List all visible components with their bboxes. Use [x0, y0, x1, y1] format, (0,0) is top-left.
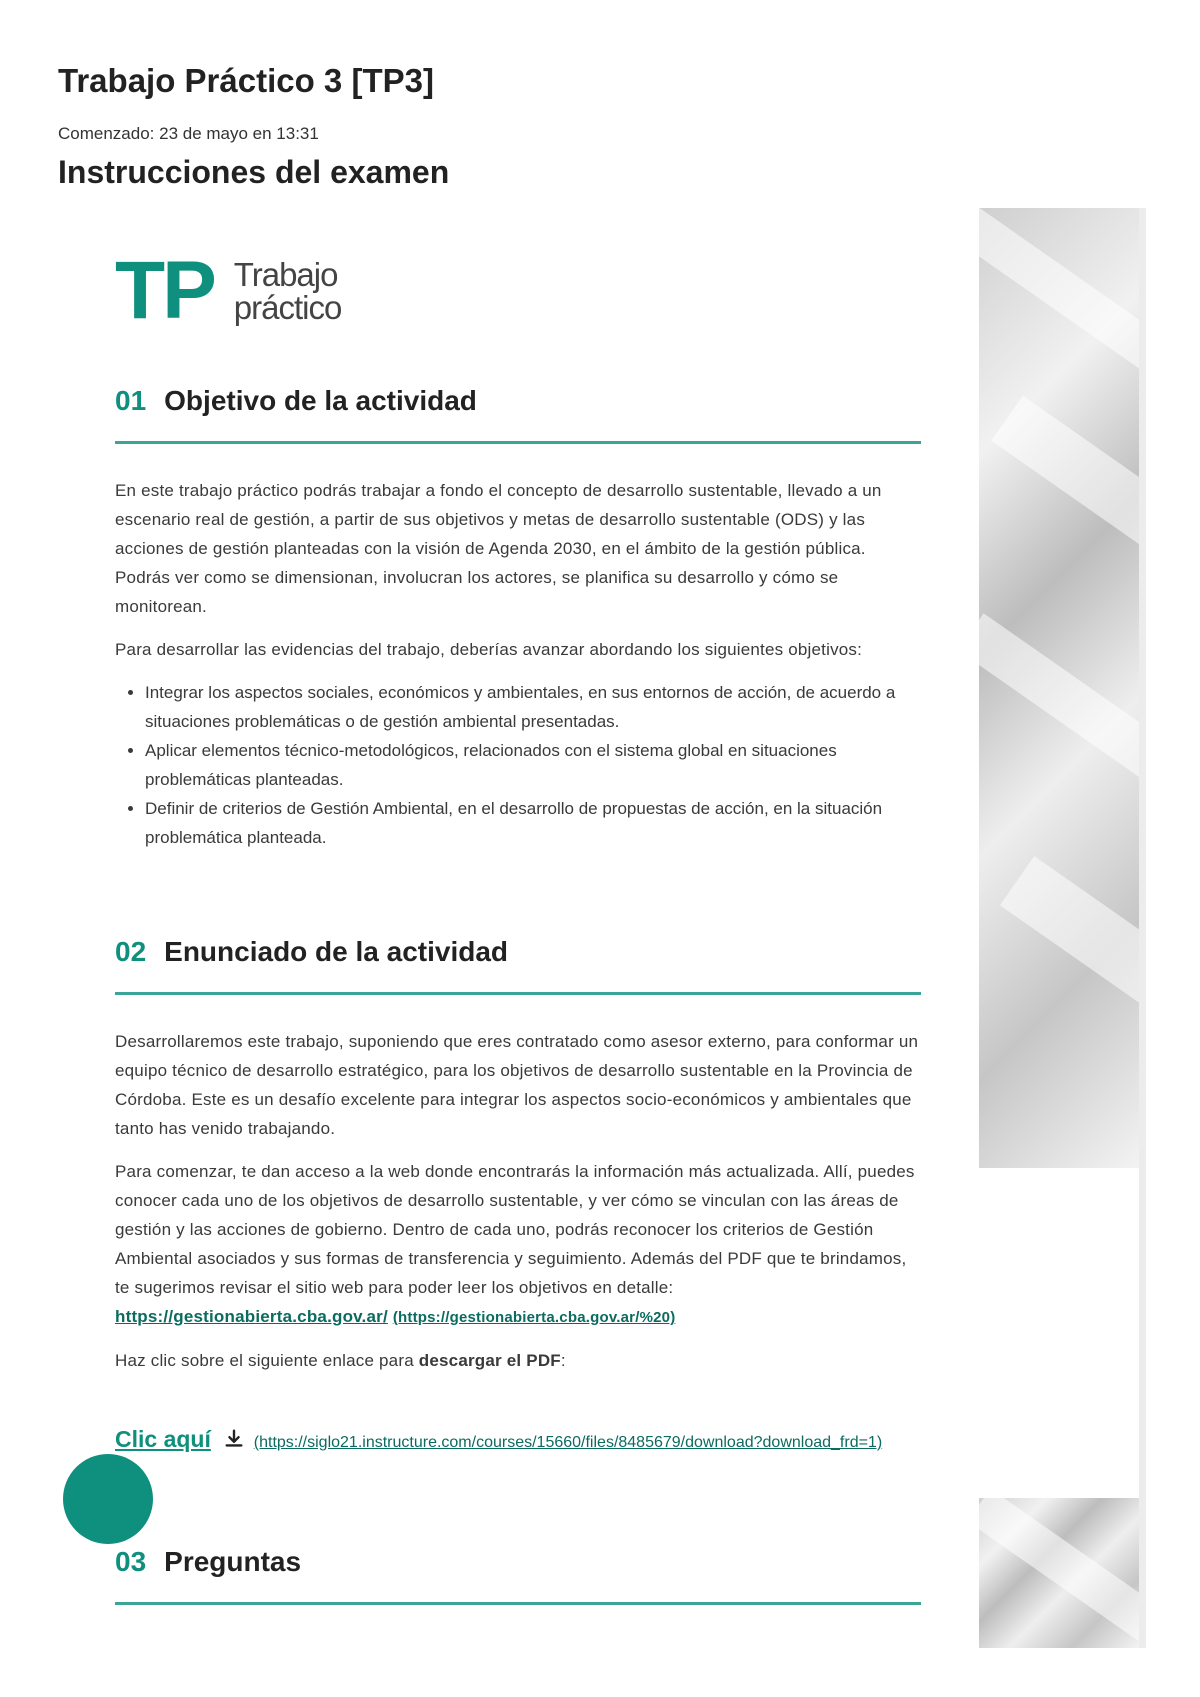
paragraph: En este trabajo práctico podrás trabajar a fondo el concepto de desarrollo sustentable, llevado a un escenario real de gestión, a partir de sus objetivos y metas de desarrollo sustentable (ODS) y las acciones de gestión planteadas con la visión de Agenda 2030, en el ámbito de la gestión pública. Podrás ver como se dimensionan, involucran los actores, se planifica su desarrollo y cómo se monitorean.: [115, 481, 882, 616]
side-image-top: [979, 208, 1139, 1168]
section-title: Enunciado de la actividad: [164, 936, 509, 967]
objectives-list: [115, 678, 921, 852]
section-number: 02: [115, 936, 147, 967]
section-heading: [115, 936, 921, 995]
download-instruction: [115, 1346, 921, 1375]
section-number: 01: [115, 385, 147, 416]
decorative-side-image: [979, 208, 1146, 1648]
download-row: [115, 1426, 921, 1459]
gestion-abierta-link[interactable]: https://gestionabierta.cba.gov.ar/: [115, 1307, 388, 1326]
gestion-abierta-link-url[interactable]: (https://gestionabierta.cba.gov.ar/%20): [392, 1309, 676, 1326]
section-heading: [115, 385, 921, 444]
section-title: Preguntas: [164, 1546, 302, 1577]
started-timestamp: Comenzado: 23 de mayo en 13:31: [58, 124, 319, 143]
logo-mark: TP: [115, 245, 214, 336]
logo-wordmark: [234, 258, 342, 324]
list-item: • Aplicar elementos técnico-metodológicos, relacionados con el sistema global en situaciones problemáticas planteadas.: [145, 736, 921, 794]
list-item: • Definir de criterios de Gestión Ambiental, en el desarrollo de propuestas de acción, en la situación problemática planteada.: [145, 794, 921, 852]
section-number: 03: [115, 1546, 147, 1577]
list-item: • Integrar los aspectos sociales, económicos y ambientales, en sus entornos de acción, de acuerdo a situaciones problemáticas o de gestión ambiental presentadas.: [145, 678, 921, 736]
instruction-bold: descargar el PDF: [418, 1351, 561, 1370]
download-url-link[interactable]: (https://siglo21.instructure.com/courses/15660/files/8485679/download?download_frd=1): [253, 1434, 883, 1451]
section-preguntas: [115, 1546, 921, 1605]
section-enunciado: [115, 936, 921, 1375]
instruction-text: Haz clic sobre el siguiente enlace para: [115, 1351, 419, 1370]
tp-logo: [115, 245, 342, 336]
section-objetivo: [115, 385, 921, 852]
download-icon[interactable]: [223, 1428, 245, 1450]
clic-aqui-link[interactable]: Clic aquí: [115, 1426, 211, 1452]
logo-line-2: práctico: [233, 289, 342, 326]
paragraph-text: Para comenzar, te dan acceso a la web donde encontrarás la información más actualizada. Allí, puedes conocer cada uno de los objetivos de desarrollo sustentable, y ver cómo se vinculan con las áreas de gestión y las acciones de gobierno. Dentro de cada uno, podrás reconocer los criterios de Gestión Ambiental asociados y sus formas de transferencia y seguimiento. Además del PDF que te brindamos, te sugerimos revisar el sitio web para poder leer los objetivos en detalle:: [115, 1162, 915, 1297]
section-heading: [115, 1546, 921, 1605]
section-title: Objetivo de la actividad: [164, 385, 477, 416]
paragraph: Para desarrollar las evidencias del trabajo, deberías avanzar abordando los siguientes objetivos:: [115, 640, 863, 659]
instruction-suffix: :: [560, 1351, 566, 1370]
logo-line-1: Trabajo: [233, 256, 338, 293]
page-title: Trabajo Práctico 3 [TP3]: [58, 62, 434, 99]
side-image-bottom: [979, 1498, 1139, 1648]
floating-action-button[interactable]: [63, 1454, 153, 1544]
instructions-title: Instrucciones del examen: [58, 154, 450, 190]
paragraph: Desarrollaremos este trabajo, suponiendo que eres contratado como asesor externo, para conformar un equipo técnico de desarrollo estratégico, para los objetivos de desarrollo sustentable en la Provincia de Córdoba. Este es un desafío excelente para integrar los aspectos socio-económicos y ambientales que tanto has venido trabajando.: [115, 1032, 919, 1138]
paragraph-with-link: [115, 1157, 921, 1332]
